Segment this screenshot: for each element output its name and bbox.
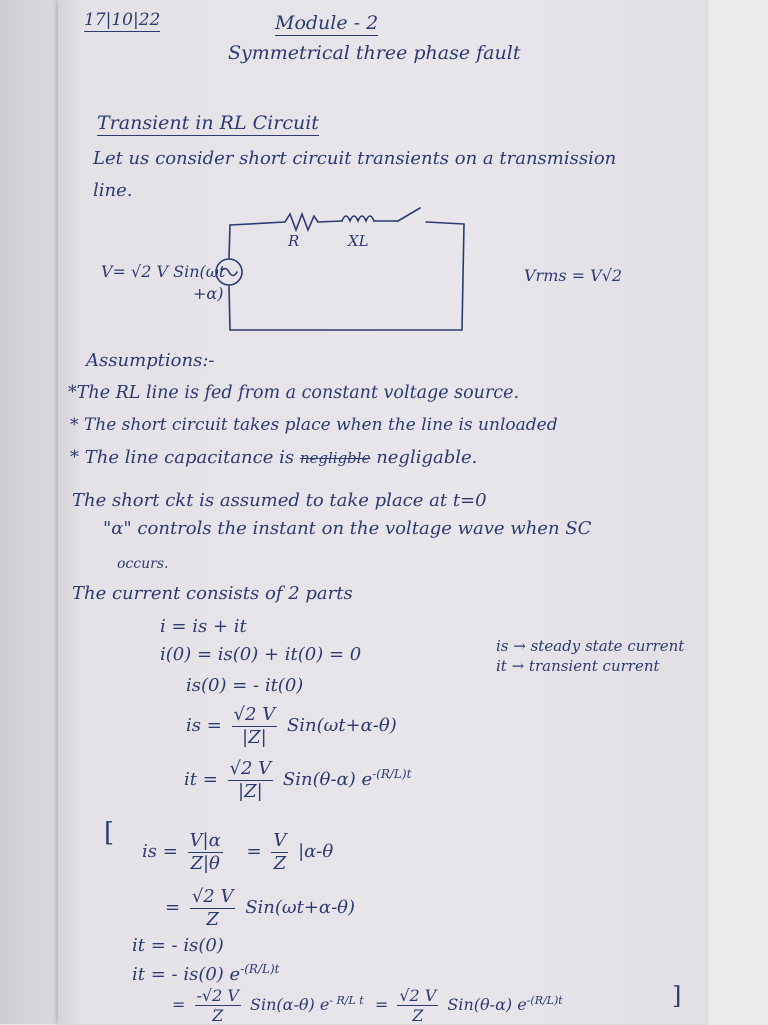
vrms-label: Vrms = V√2 <box>524 266 623 285</box>
resistor-label: R <box>288 232 300 250</box>
source-label-phase: +α) <box>193 284 224 303</box>
equation-5: it = $\frac{√2 V}{|Z|}$ Sin(θ-α) $e^{-(R/L)t}$ <box>184 758 412 802</box>
note-3: occurs. <box>117 556 169 572</box>
derivation-line-1: is = $\frac{V|\alpha}{Z|\theta}$ = $\frac{V}{Z}$ |α-θ <box>142 830 334 874</box>
struck-word: negligble <box>299 449 371 467</box>
derivation-line-4: it = - is(0) $e^{-(R/L)t}$ <box>132 962 280 985</box>
intro-line-2: line. <box>93 180 133 201</box>
note-2: "α" controls the instant on the voltage wave when SC <box>103 518 592 539</box>
date: 17|10|22 <box>84 10 161 30</box>
assumption-2: * The short circuit takes place when the line is unloaded <box>70 415 558 435</box>
inductor-label: XL <box>348 232 369 250</box>
equation-1: i = is + it <box>160 616 247 637</box>
bracket-open: [ <box>104 818 115 848</box>
source-label: V= √2 V Sin(ωt <box>101 262 226 281</box>
note-1: The short ckt is assumed to take place at t=0 <box>72 490 487 511</box>
intro-line-1: Let us consider short circuit transients on a transmission <box>93 148 617 169</box>
derivation-line-2: = $\frac{√2 V}{Z}$ Sin(ωt+α-θ) <box>165 886 356 930</box>
switch-symbol <box>398 208 420 221</box>
equation-4: is = $\frac{√2 V}{|Z|}$ Sin(ωt+α-θ) <box>186 704 397 748</box>
equation-2: i(0) = is(0) + it(0) = 0 <box>160 644 362 665</box>
module-heading: Module - 2 <box>275 12 379 34</box>
page-subtitle: Symmetrical three phase fault <box>228 42 521 64</box>
resistor-symbol <box>285 214 318 230</box>
derivation-line-3: it = - is(0) <box>132 935 224 956</box>
legend-steady-state: is → steady state current <box>496 637 685 655</box>
corrected-word: negligable. <box>376 447 478 468</box>
assumption-3: * The line capacitance is negligble negligable. <box>70 447 478 468</box>
derivation-line-5: = $\frac{-√2 V}{Z}$ Sin(α-θ) $e^{- R/L t}$ = $\frac{√2 V}{Z}$ Sin(θ-α) $e^{-(R/L)t}$ <box>172 986 563 1025</box>
legend-transient: it → transient current <box>496 657 660 675</box>
note-4: The current consists of 2 parts <box>72 583 353 604</box>
section-title: Transient in RL Circuit <box>97 112 319 134</box>
inductor-symbol <box>342 216 374 221</box>
assumptions-title: Assumptions:- <box>86 350 215 371</box>
bracket-close: ] <box>672 982 682 1010</box>
assumption-1: *The RL line is fed from a constant voltage source. <box>68 383 520 403</box>
equation-3: is(0) = - it(0) <box>186 675 304 696</box>
